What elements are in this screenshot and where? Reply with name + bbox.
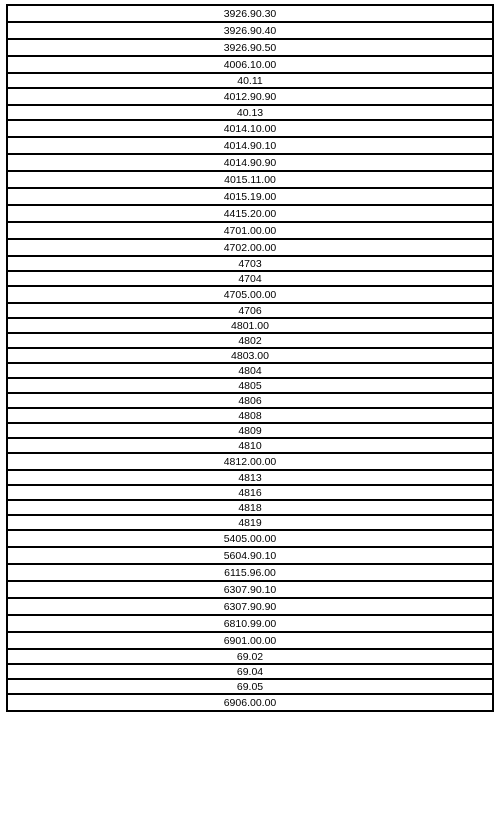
tariff-code-table-body: [7, 5, 493, 711]
table-row: [7, 649, 493, 664]
table-row: [7, 239, 493, 256]
tariff-code-cell: 5604.90.10: [7, 547, 493, 564]
tariff-code-cell: 4801.00: [7, 318, 493, 333]
table-row: [7, 171, 493, 188]
table-row: [7, 564, 493, 581]
table-row: [7, 664, 493, 679]
tariff-code-cell: 4818: [7, 500, 493, 515]
table-row: [7, 222, 493, 239]
table-row: [7, 679, 493, 694]
tariff-code-cell: 4706: [7, 303, 493, 318]
tariff-code-cell: 69.02: [7, 649, 493, 664]
table-row: [7, 694, 493, 711]
tariff-code-cell: 4702.00.00: [7, 239, 493, 256]
tariff-code-cell: 4014.90.90: [7, 154, 493, 171]
table-row: [7, 256, 493, 271]
tariff-code-cell: 6115.96.00: [7, 564, 493, 581]
table-row: [7, 632, 493, 649]
table-row: [7, 470, 493, 485]
table-row: [7, 88, 493, 105]
tariff-code-cell: 69.04: [7, 664, 493, 679]
table-row: [7, 154, 493, 171]
table-row: [7, 120, 493, 137]
table-row: [7, 530, 493, 547]
tariff-code-cell: 3926.90.40: [7, 22, 493, 39]
tariff-code-cell: 4805: [7, 378, 493, 393]
tariff-code-cell: 4012.90.90: [7, 88, 493, 105]
tariff-code-cell: 4816: [7, 485, 493, 500]
tariff-code-cell: 40.11: [7, 73, 493, 88]
table-row: [7, 423, 493, 438]
table-row: [7, 615, 493, 632]
tariff-code-cell: 4803.00: [7, 348, 493, 363]
table-row: [7, 303, 493, 318]
table-row: [7, 333, 493, 348]
tariff-code-cell: 4806: [7, 393, 493, 408]
tariff-code-cell: 4812.00.00: [7, 453, 493, 470]
table-row: [7, 363, 493, 378]
tariff-code-table-container: [6, 4, 494, 712]
table-row: [7, 485, 493, 500]
table-row: [7, 5, 493, 22]
table-row: [7, 515, 493, 530]
tariff-code-cell: 4704: [7, 271, 493, 286]
tariff-code-cell: 6901.00.00: [7, 632, 493, 649]
tariff-code-cell: 4015.11.00: [7, 171, 493, 188]
table-row: [7, 105, 493, 120]
tariff-code-cell: 3926.90.30: [7, 5, 493, 22]
table-row: [7, 598, 493, 615]
table-row: [7, 22, 493, 39]
tariff-code-cell: 4014.90.10: [7, 137, 493, 154]
tariff-code-cell: 4701.00.00: [7, 222, 493, 239]
tariff-code-cell: 5405.00.00: [7, 530, 493, 547]
table-row: [7, 378, 493, 393]
tariff-code-cell: 4014.10.00: [7, 120, 493, 137]
table-row: [7, 188, 493, 205]
table-row: [7, 39, 493, 56]
tariff-code-cell: 4808: [7, 408, 493, 423]
tariff-code-table: [6, 4, 494, 712]
table-row: [7, 438, 493, 453]
tariff-code-cell: 4804: [7, 363, 493, 378]
table-row: [7, 393, 493, 408]
tariff-code-cell: 40.13: [7, 105, 493, 120]
tariff-code-cell: 4703: [7, 256, 493, 271]
table-row: [7, 73, 493, 88]
tariff-code-cell: 4006.10.00: [7, 56, 493, 73]
table-row: [7, 453, 493, 470]
tariff-code-cell: 4810: [7, 438, 493, 453]
tariff-code-cell: 6906.00.00: [7, 694, 493, 711]
tariff-code-cell: 4819: [7, 515, 493, 530]
table-row: [7, 56, 493, 73]
tariff-code-cell: 6810.99.00: [7, 615, 493, 632]
table-row: [7, 500, 493, 515]
tariff-code-cell: 6307.90.10: [7, 581, 493, 598]
tariff-code-cell: 4813: [7, 470, 493, 485]
table-row: [7, 348, 493, 363]
tariff-code-cell: 4809: [7, 423, 493, 438]
tariff-code-cell: 4705.00.00: [7, 286, 493, 303]
table-row: [7, 271, 493, 286]
table-row: [7, 408, 493, 423]
tariff-code-cell: 4015.19.00: [7, 188, 493, 205]
table-row: [7, 547, 493, 564]
table-row: [7, 205, 493, 222]
table-row: [7, 318, 493, 333]
tariff-code-cell: 3926.90.50: [7, 39, 493, 56]
table-row: [7, 137, 493, 154]
table-row: [7, 286, 493, 303]
tariff-code-cell: 4415.20.00: [7, 205, 493, 222]
tariff-code-cell: 4802: [7, 333, 493, 348]
tariff-code-cell: 6307.90.90: [7, 598, 493, 615]
tariff-code-cell: 69.05: [7, 679, 493, 694]
table-row: [7, 581, 493, 598]
